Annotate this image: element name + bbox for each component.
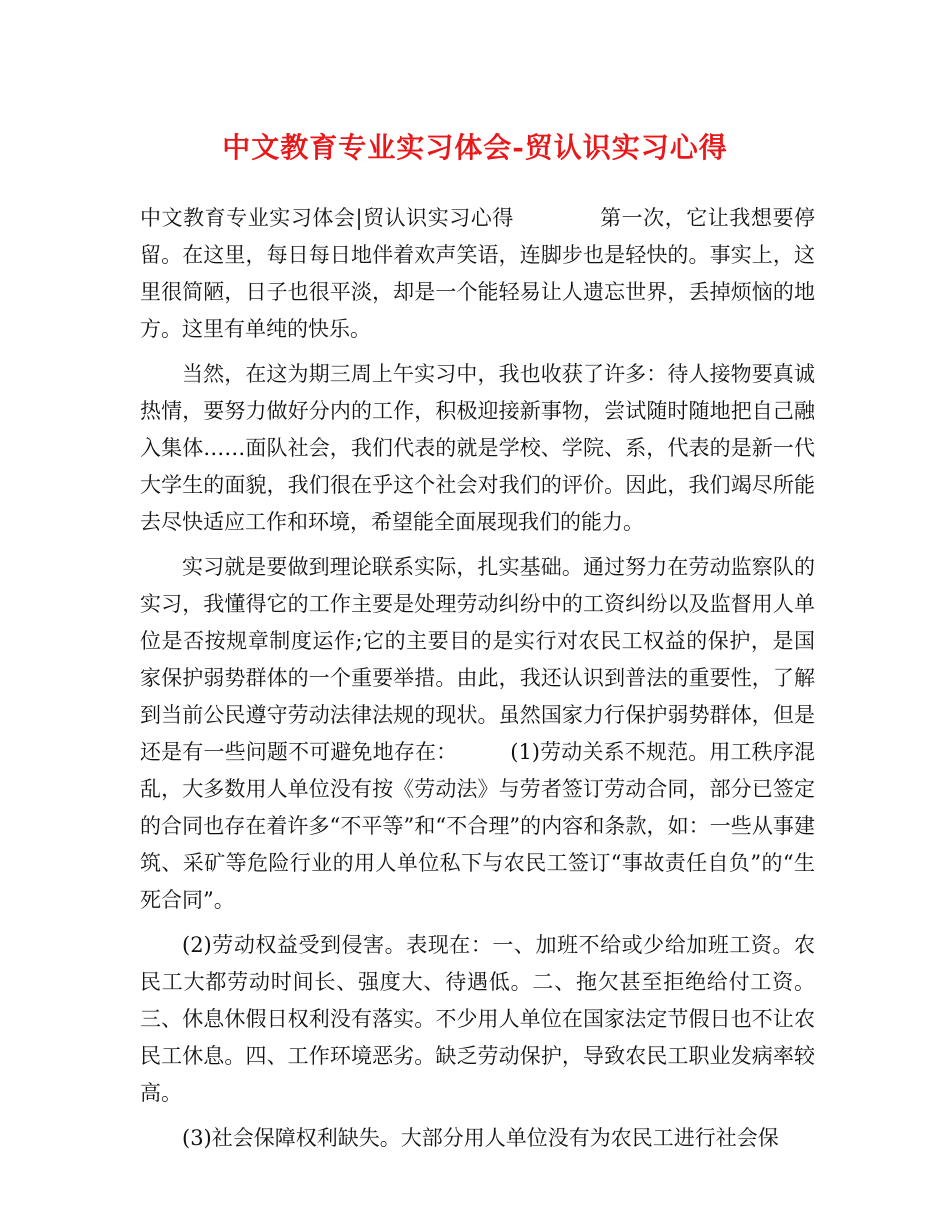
document-title: 中文教育专业实习体会-贸认识实习心得 <box>222 131 728 164</box>
paragraph-3: 实习就是要做到理论联系实际，扎实基础。通过努力在劳动监察队的实习，我懂得它的工作主要是处理劳动纠纷中的工资纠纷以及监督用人单位是否按规章制度运作;它的主要目的是实行对农民工权益的保护，是国家保护弱势群体的一个重要举措。由此，我还认识到普法的重要性，了解到当前公民遵守劳动法律法规的现状。虽然国家力行保护弱势群体，但是还是有一些问题不可避免地存在： (1)劳动关系不规范。用工秩序混乱，大多数用人单位没有按《劳动法》与劳者签订劳动合同，部分已签定的合同也存在着许多“不平等”和“不合理”的内容和条款，如：一些从事建筑、采矿等危险行业的用人单位私下与农民工签订“事故责任自负”的“生死合同”。 <box>140 555 815 912</box>
document-body <box>140 200 815 1165</box>
paragraph-1: 中文教育专业实习体会|贸认识实习心得 第一次，它让我想要停留。在这里，每日每日地伴着欢声笑语，连脚步也是轻快的。事实上，这里很简陋，日子也很平淡，却是一个能轻易让人遗忘世界，丢掉烦恼的地方。这里有单纯的快乐。 <box>140 206 815 341</box>
paragraph-2: 当然，在这为期三周上午实习中，我也收获了许多：待人接物要真诚热情，要努力做好分内的工作，积极迎接新事物，尝试随时随地把自己融入集体……面队社会，我们代表的就是学校、学院、系，代表的是新一代大学生的面貌，我们很在乎这个社会对我们的评价。因此，我们竭尽所能去尽快适应工作和环境，希望能全面展现我们的能力。 <box>140 362 815 534</box>
paragraph-5: (3)社会保障权利缺失。大部分用人单位没有为农民工进行社会保 <box>182 1126 779 1150</box>
paragraph-4: (2)劳动权益受到侵害。表现在：一、加班不给或少给加班工资。农民工大都劳动时间长、强度大、待遇低。二、拖欠甚至拒绝给付工资。三、休息休假日权利没有落实。不少用人单位在国家法定节假日也不让农民工休息。四、工作环境恶劣。缺乏劳动保护，导致农民工职业发病率较高。 <box>140 933 815 1105</box>
